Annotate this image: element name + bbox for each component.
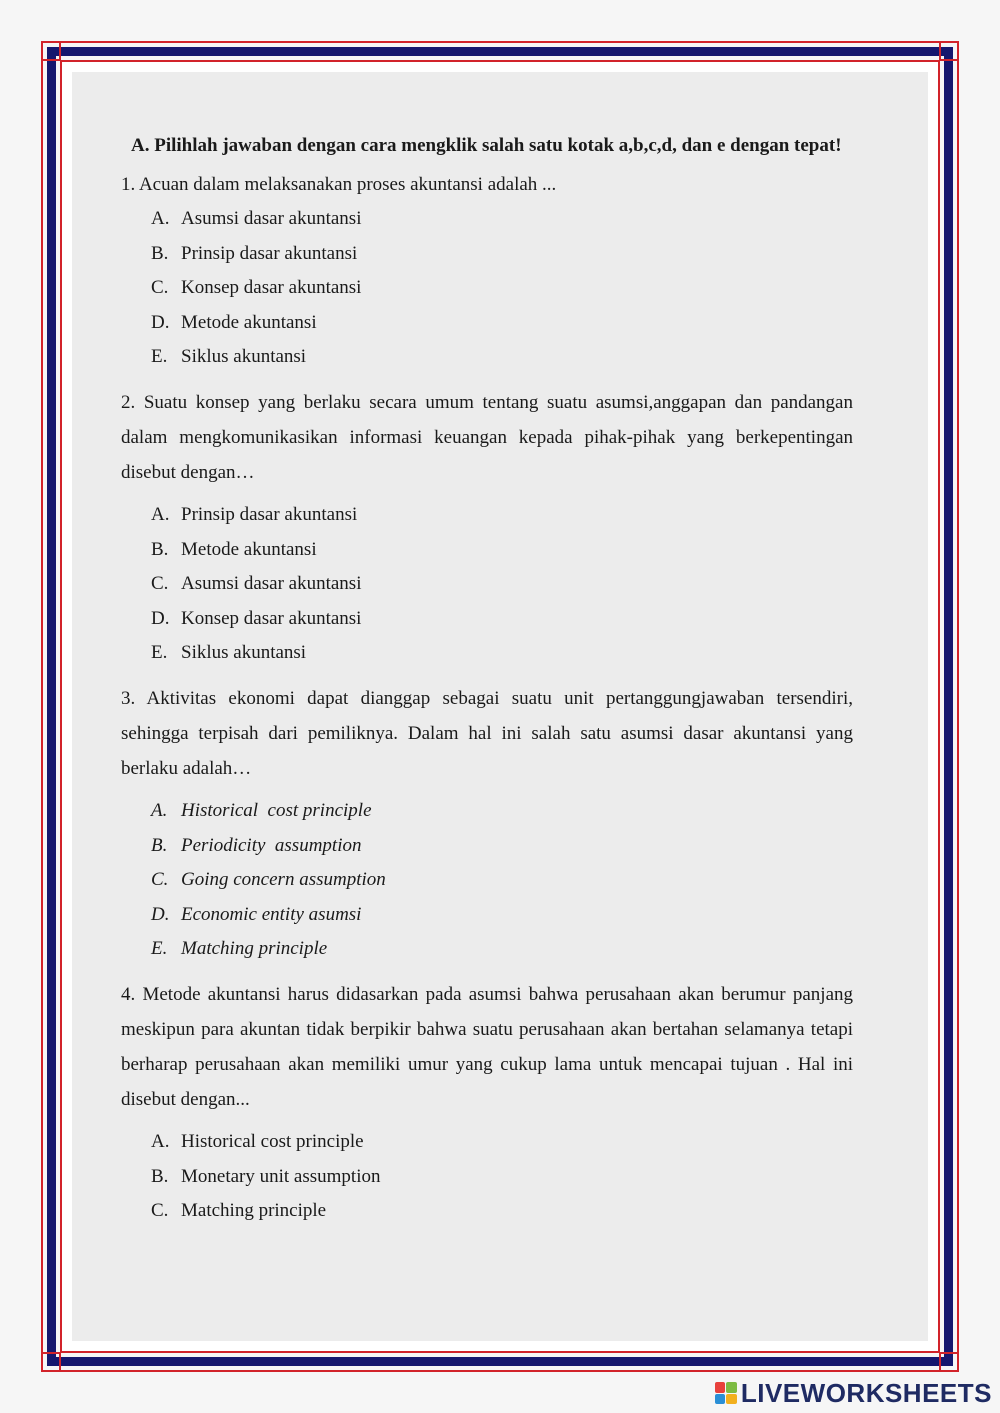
option-letter: B. — [151, 242, 169, 264]
liveworksheets-logo[interactable] — [715, 1379, 992, 1407]
option-letter: A. — [151, 208, 170, 229]
instruction-text: A. Pilihlah jawaban dengan cara mengklik salah satu kotak a,b,c,d, dan e dengan tepat! — [131, 135, 842, 156]
option-text: Siklus akuntansi — [181, 346, 307, 368]
answer-option[interactable] — [151, 794, 853, 829]
option-text: Periodicity assumption — [181, 834, 362, 856]
corner-ornament-bottom-right — [939, 1352, 959, 1372]
question-4: 4. Metode akuntansi harus didasarkan pada asumsi bahwa perusahaan akan berumur panjang meskipun para akuntan tidak berpikir bahwa suatu perusahaan akan bertahan selamanya tetapi berharap perusahaan akan memiliki umur yang cukup lama untuk mencapai tujuan . Hal ini disebut dengan... — [121, 983, 853, 1110]
answer-option[interactable] — [151, 863, 853, 898]
option-text: Historical cost principle — [181, 799, 372, 821]
question-1-options — [121, 202, 853, 375]
answer-option[interactable] — [151, 636, 853, 671]
option-letter: E. — [151, 938, 168, 960]
option-letter: E. — [151, 346, 168, 368]
option-letter: B. — [151, 1165, 169, 1187]
option-text: Prinsip dasar akuntansi — [181, 242, 358, 264]
corner-ornament-bottom-left — [41, 1352, 61, 1372]
option-letter: D. — [151, 903, 170, 925]
answer-option[interactable] — [151, 306, 853, 341]
option-letter: C. — [151, 1200, 169, 1222]
answer-option[interactable] — [151, 202, 853, 237]
brand-name: LIVEWORKSHEETS — [740, 1377, 992, 1408]
liveworksheets-icon — [715, 1382, 737, 1404]
option-text: Going concern assumption — [181, 869, 386, 891]
option-letter: B. — [151, 834, 168, 856]
question-1: 1. Acuan dalam melaksanakan proses akuntansi adalah ... — [121, 174, 557, 195]
option-letter: D. — [151, 607, 170, 629]
worksheet-content — [121, 128, 853, 1239]
corner-ornament-top-left — [41, 41, 61, 61]
answer-option[interactable] — [151, 533, 853, 568]
answer-option[interactable] — [151, 237, 853, 272]
question-2: 2. Suatu konsep yang berlaku secara umum tentang suatu asumsi,anggapan dan pandangan dalam mengkomunikasikan informasi keuangan kepada pihak-pihak yang berkepentingan disebut dengan… — [121, 391, 853, 483]
answer-option[interactable] — [151, 498, 853, 533]
option-text: Konsep dasar akuntansi — [181, 607, 362, 629]
option-letter: C. — [151, 573, 169, 595]
option-letter: C. — [151, 869, 169, 891]
answer-option[interactable] — [151, 898, 853, 933]
option-text: Prinsip dasar akuntansi — [181, 503, 358, 525]
option-text: Asumsi dasar akuntansi — [181, 208, 362, 229]
option-text: Metode akuntansi — [181, 311, 317, 333]
answer-option[interactable] — [151, 340, 853, 375]
answer-option[interactable] — [151, 1194, 853, 1229]
answer-option[interactable] — [151, 567, 853, 602]
option-text: Historical cost principle — [181, 1130, 364, 1152]
option-letter: A. — [151, 503, 170, 525]
option-letter: E. — [151, 642, 168, 664]
option-text: Matching principle — [181, 1200, 327, 1222]
option-letter: D. — [151, 311, 170, 333]
option-letter: C. — [151, 277, 169, 299]
option-text: Matching principle — [181, 938, 328, 960]
option-text: Siklus akuntansi — [181, 642, 307, 664]
question-3-options — [121, 794, 853, 967]
option-text: Economic entity asumsi — [181, 903, 362, 925]
answer-option[interactable] — [151, 932, 853, 967]
option-letter: B. — [151, 538, 169, 560]
answer-option[interactable] — [151, 1125, 853, 1160]
answer-option[interactable] — [151, 1160, 853, 1195]
corner-ornament-top-right — [939, 41, 959, 61]
option-text: Metode akuntansi — [181, 538, 317, 560]
question-4-options — [121, 1125, 853, 1229]
question-2-options — [121, 498, 853, 671]
answer-option[interactable] — [151, 602, 853, 637]
option-text: Monetary unit assumption — [181, 1165, 381, 1187]
option-letter: A. — [151, 799, 168, 821]
question-3: 3. Aktivitas ekonomi dapat dianggap sebagai suatu unit pertanggungjawaban tersendiri, sehingga terpisah dari pemiliknya. Dalam hal ini salah satu asumsi dasar akuntansi yang berlaku adalah… — [121, 687, 853, 779]
option-text: Asumsi dasar akuntansi — [181, 573, 362, 595]
option-letter: A. — [151, 1130, 170, 1152]
answer-option[interactable] — [151, 829, 853, 864]
answer-option[interactable] — [151, 271, 853, 306]
option-text: Konsep dasar akuntansi — [181, 277, 362, 299]
